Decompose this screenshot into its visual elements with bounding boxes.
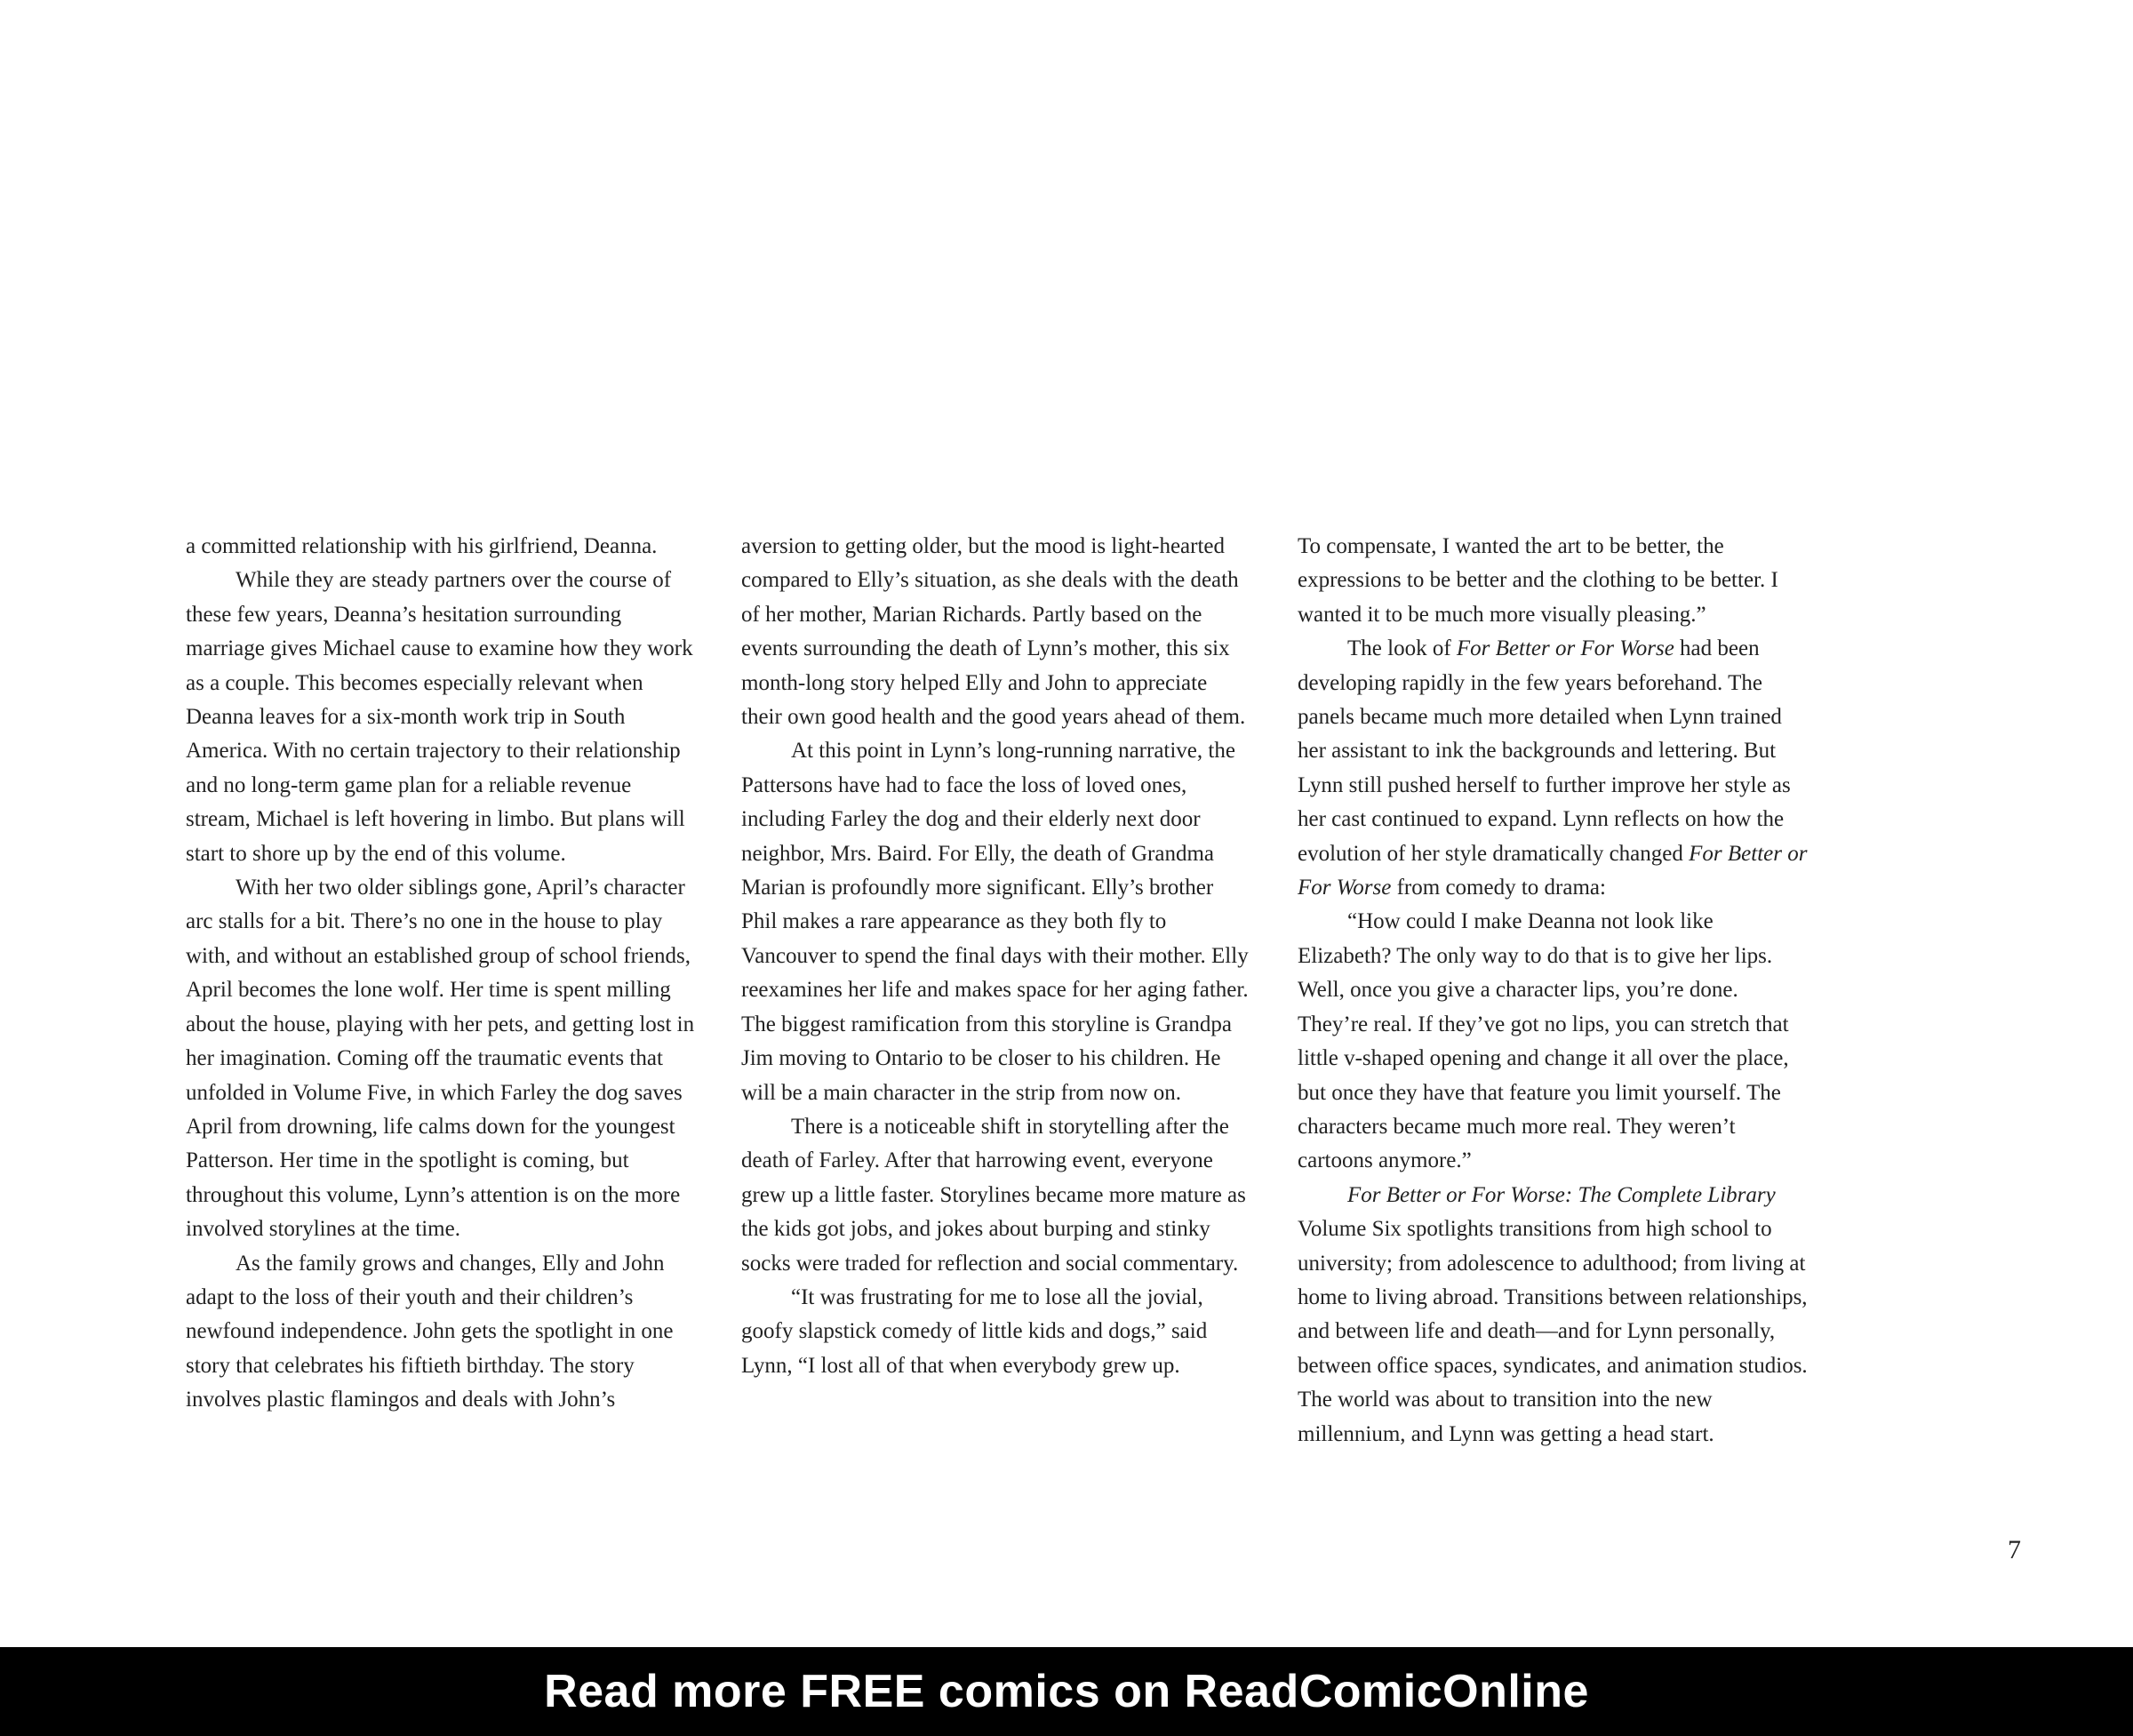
paragraph xyxy=(1298,530,1809,632)
paragraph-text: As the family grows and changes, Elly and John adapt to the loss of their youth and their children’s newfound independence. John gets the spotlight in one story that celebrates his fiftieth birthday. The story involves plastic flamingos and deals with John’s xyxy=(186,1251,674,1412)
paragraph-text: a committed relationship with his girlfriend, Deanna. xyxy=(186,534,658,558)
paragraph-text: aversion to getting older, but the mood is light-hearted compared to Elly’s situation, as she deals with the death of her mother, Marian Richards. Partly based on the events surrounding the death of Lynn’s mother, this six month-long story helped Elly and John to appreciate their own good health and the good years ahead of them. xyxy=(741,534,1246,730)
paragraph-text: “How could I make Deanna not look like Elizabeth? The only way to do that is to give her lips. Well, once you give a character lips, you’re done. They’re real. If they’ve got no lips, you can stretch that little v-shaped opening and change it all over the place, but once they have that feature you limit yourself. The characters became much more real. They weren’t cartoons anymore.” xyxy=(1298,909,1789,1173)
paragraph-text: There is a noticeable shift in storytelling after the death of Farley. After that harrowing event, everyone grew up a little faster. Storylines became more mature as the kids got jobs, and jokes about burping and stinky socks were traded for reflection and social commentary. xyxy=(741,1114,1246,1276)
promo-banner[interactable] xyxy=(0,1647,2133,1736)
paragraph xyxy=(741,734,1252,1109)
text-column-2 xyxy=(741,530,1252,1383)
page-number: 7 xyxy=(2008,1535,2021,1564)
italic-title-text: For Better or For Worse xyxy=(1298,841,1808,900)
text-column-3 xyxy=(1298,530,1809,1452)
italic-title-text: For Better or For Worse xyxy=(1456,636,1674,661)
paragraph-text: At this point in Lynn’s long-running narrative, the Pattersons have had to face the loss of loved ones, including Farley the dog and their elderly next door neighbor, Mrs. Baird. For Elly, the death of Grandma Marian is profoundly more significant. Elly’s brother Phil makes a rare appearance as they both fly to Vancouver to spend the final days with their mother. Elly reexamines her life and makes space for her aging father. The biggest ramification from this storyline is Grandpa Jim moving to Ontario to be closer to his children. He will be a main character in the strip from now on. xyxy=(741,739,1249,1105)
paragraph xyxy=(186,564,697,871)
paragraph-text: from comedy to drama: xyxy=(1391,876,1606,900)
text-column-1 xyxy=(186,530,697,1418)
paragraph xyxy=(186,1247,697,1418)
paragraph xyxy=(186,530,697,564)
paragraph xyxy=(1298,905,1809,1178)
paragraph xyxy=(1298,632,1809,905)
paragraph xyxy=(741,530,1252,734)
paragraph-text: With her two older siblings gone, April’s character arc stalls for a bit. There’s no one in the house to play with, and without an established group of school friends, April becomes the lone wolf. Her time is spent milling about the house, playing with her pets, and getting lost in her imagination. Coming off the traumatic events that unfolded in Volume Five, in which Farley the dog saves April from drowning, life calms down for the youngest Patterson. Her time in the spotlight is coming, but throughout this volume, Lynn’s attention is on the more involved storylines at the time. xyxy=(186,876,695,1242)
paragraph xyxy=(741,1281,1252,1383)
paragraph-text: had been developing rapidly in the few years beforehand. The panels became much more detailed when Lynn trained her assistant to ink the backgrounds and lettering. But Lynn still pushed herself to further improve her style as her cast continued to expand. Lynn reflects on how the evolution of her style dramatically changed xyxy=(1298,636,1791,866)
paragraph xyxy=(1298,1179,1809,1452)
paragraph xyxy=(741,1110,1252,1281)
paragraph-text: The look of xyxy=(1347,636,1457,661)
paragraph xyxy=(186,871,697,1246)
paragraph-text: To compensate, I wanted the art to be better, the expressions to be better and the clothing to be better. I wanted it to be much more visually pleasing.” xyxy=(1298,534,1778,627)
promo-banner-text[interactable]: Read more FREE comics on ReadComicOnline xyxy=(544,1666,1589,1717)
paragraph-text: “It was frustrating for me to lose all the jovial, goofy slapstick comedy of little kids and dogs,” said Lynn, “I lost all of that when everybody grew up. xyxy=(741,1284,1208,1378)
paragraph-text: While they are steady partners over the course of these few years, Deanna’s hesitation surrounding marriage gives Michael cause to examine how they work as a couple. This becomes especially relevant when Deanna leaves for a six-month work trip in South America. With no certain trajectory to their relationship and no long-term game plan for a reliable revenue stream, Michael is left hovering in limbo. But plans will start to shore up by the end of this volume. xyxy=(186,568,693,866)
paragraph-text: Volume Six spotlights transitions from high school to university; from adolescence to adulthood; from living at home to living abroad. Transitions between relationships, and between life and death—and for Lynn personally, between office spaces, syndicates, and animation studios. The world was about to transition into the new millennium, and Lynn was getting a head start. xyxy=(1298,1217,1808,1446)
italic-title-text: For Better or For Worse: The Complete Library xyxy=(1347,1182,1776,1207)
